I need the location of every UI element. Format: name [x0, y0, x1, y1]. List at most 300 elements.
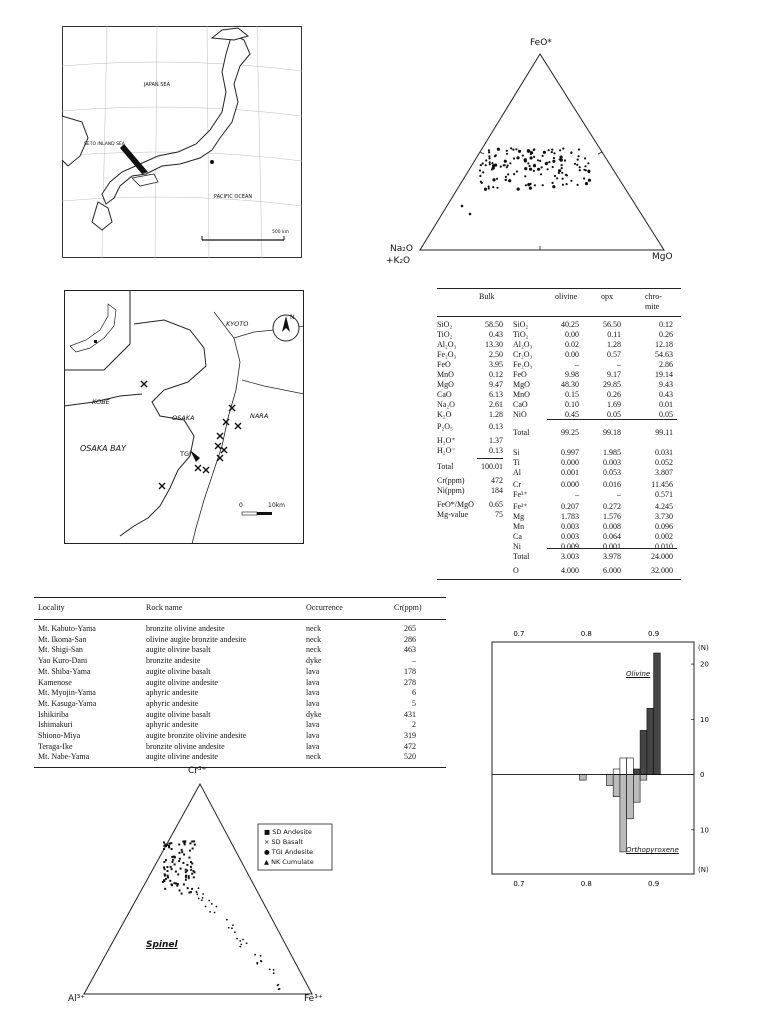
y-tick-label: 10	[700, 715, 709, 724]
spinel-point	[232, 924, 234, 926]
spinel-point	[171, 884, 173, 886]
legend-nk-cumulate-label: NK Cumulate	[271, 858, 314, 866]
label-osaka: OSAKA	[172, 414, 195, 422]
spinel-point	[170, 866, 172, 868]
locality-name: Mt. Nabe-Yama	[38, 752, 90, 762]
cr-ppm: 319	[404, 731, 416, 740]
afm-point	[579, 166, 581, 168]
bulk-value: 0.12	[489, 370, 503, 379]
spinel-ternary-svg	[64, 764, 364, 1008]
afm-point	[481, 182, 483, 184]
olivine-value: 3.003	[561, 552, 579, 561]
mineral-oxide-label: TiO₂	[513, 330, 529, 339]
mineral-oxide-label: Fe²⁺	[513, 502, 528, 511]
afm-point	[491, 162, 493, 164]
rock-name: aphyric andesite	[146, 688, 199, 698]
afm-point	[561, 172, 563, 174]
occurrence: neck	[306, 624, 322, 633]
olivine-bar	[654, 653, 661, 775]
afm-point	[488, 151, 490, 153]
afm-point	[530, 156, 533, 159]
afm-point	[510, 147, 512, 149]
opx-value: 0.11	[607, 330, 621, 339]
olivine-value: –	[575, 490, 579, 499]
opx-value: 0.053	[603, 468, 621, 477]
olivine-value: 9.98	[565, 370, 579, 379]
header-olivine: olivine	[555, 292, 578, 301]
y-tick-label: 20	[700, 660, 709, 669]
mineral-oxide-label: NiO	[513, 410, 527, 419]
afm-point	[484, 188, 487, 191]
bulk-oxide-label: Fe₂O₃	[437, 350, 457, 359]
spinel-point	[239, 946, 241, 948]
chromite-value: 24.000	[651, 552, 673, 561]
afm-point	[492, 178, 495, 181]
header-chromite-2: mite	[645, 302, 660, 311]
spinel-point	[178, 844, 180, 846]
afm-point	[543, 151, 546, 154]
afm-point	[570, 180, 572, 182]
olivine-value: 0.00	[565, 350, 579, 359]
label-japan-sea: JAPAN SEA	[144, 82, 171, 88]
spinel-point	[273, 969, 275, 971]
olivine-bar	[620, 758, 627, 775]
occurrence: neck	[306, 752, 322, 762]
locality-name: Kamenose	[38, 677, 72, 687]
label-nara: NARA	[250, 412, 269, 420]
olivine-value: 4.000	[561, 566, 579, 575]
afm-ternary-svg	[384, 36, 684, 268]
orthopyroxene-bar	[607, 775, 614, 786]
spinel-ternary-figure	[64, 764, 364, 1008]
mineral-oxide-label: MgO	[513, 380, 530, 389]
olivine-value: 0.000	[561, 480, 579, 489]
afm-point	[577, 184, 579, 186]
afm-point	[504, 164, 506, 166]
spinel-point	[254, 954, 256, 956]
olivine-value: 0.207	[561, 502, 579, 511]
label-scale-0: 0	[239, 502, 243, 509]
spinel-point	[163, 861, 165, 863]
afm-point	[488, 149, 490, 151]
afm-point	[524, 159, 527, 162]
spinel-point	[191, 841, 193, 843]
spinel-point	[192, 848, 194, 850]
afm-point	[469, 213, 472, 216]
spinel-point	[172, 859, 174, 861]
afm-point	[534, 165, 536, 167]
spinel-point	[226, 919, 228, 921]
x-tick-label-top: 0.7	[513, 630, 525, 638]
afm-point	[583, 177, 585, 179]
opx-value: 9.17	[607, 370, 621, 379]
afm-point	[542, 184, 544, 186]
spinel-point	[190, 866, 192, 868]
mineral-oxide-label: Al₂O₃	[513, 340, 533, 349]
spinel-point	[277, 985, 279, 987]
afm-point	[541, 166, 543, 168]
afm-point	[479, 175, 481, 177]
rock-name: aphyric andesite	[146, 720, 199, 730]
chromite-value: 3.730	[655, 512, 673, 521]
afm-point	[558, 169, 561, 172]
bulk-value: 2.50	[489, 350, 503, 359]
spinel-point	[179, 858, 181, 860]
afm-point	[534, 184, 536, 186]
afm-point	[516, 170, 518, 172]
orthopyroxene-bar	[620, 775, 627, 852]
spinel-point	[175, 883, 177, 885]
spinel-point	[189, 850, 191, 852]
cr-ppm: 286	[404, 634, 416, 644]
x-tick-label-top: 0.8	[580, 630, 592, 638]
chromite-value: 99.11	[655, 428, 673, 437]
spinel-point	[193, 840, 195, 842]
spinel-point	[186, 870, 188, 872]
spinel-point	[163, 866, 165, 868]
spinel-point	[273, 972, 275, 974]
cr-ppm: 265	[404, 624, 416, 633]
spinel-point	[260, 960, 262, 962]
bulk-oxide-label: H₂O⁻	[437, 446, 456, 455]
opx-value: 0.064	[603, 532, 621, 541]
bulk-value: 100.01	[481, 462, 503, 471]
legend-tgi-andesite: ● TGI Andesite	[264, 848, 314, 856]
spinel-point	[190, 869, 192, 871]
cr-ppm: 472	[404, 741, 416, 751]
afm-point	[495, 154, 497, 156]
afm-point	[537, 168, 540, 171]
opx-value: –	[617, 490, 621, 499]
chromite-value: 54.63	[655, 350, 673, 359]
olivine-value: 0.001	[561, 468, 579, 477]
legend-sd-andesite-label: SD Andesite	[272, 828, 312, 836]
afm-point	[507, 164, 509, 166]
afm-point	[482, 171, 484, 173]
spinel-point	[191, 888, 193, 890]
spinel-point	[193, 876, 195, 878]
spinel-point	[164, 868, 166, 870]
afm-point	[500, 166, 502, 168]
mineral-oxide-label: Mg	[513, 512, 525, 521]
afm-point	[552, 160, 555, 163]
afm-point	[584, 157, 586, 159]
mineral-oxide-label: Ti	[513, 458, 520, 467]
bulk-oxide-label: FeO*/MgO	[437, 500, 474, 509]
spinel-apex-al: Al³⁺	[68, 994, 86, 1004]
afm-point	[576, 164, 578, 166]
bulk-value: 3.95	[489, 360, 503, 369]
spinel-point	[198, 887, 200, 889]
locality-map-figure	[64, 290, 304, 544]
spinel-point	[202, 897, 204, 899]
series-label-olivine: Olivine	[626, 670, 651, 678]
label-osaka-bay: OSAKA BAY	[80, 444, 126, 453]
label-inland-sea: SETO INLAND SEA	[84, 142, 125, 147]
spinel-point	[185, 876, 187, 878]
orthopyroxene-bar	[640, 775, 647, 781]
spinel-point	[193, 870, 195, 872]
afm-point	[566, 183, 568, 185]
y-tick-label: 0	[700, 771, 705, 780]
spinel-point	[176, 885, 178, 887]
mineral-oxide-label: Fe₂O₃	[513, 360, 533, 369]
chromite-value: 0.12	[659, 320, 673, 329]
spinel-point	[211, 903, 213, 905]
spinel-point	[188, 875, 190, 877]
afm-point	[553, 157, 555, 159]
afm-point	[507, 173, 509, 175]
afm-point	[542, 155, 544, 157]
afm-point	[497, 148, 500, 151]
mineral-oxide-label: FeO	[513, 370, 527, 379]
occurrence: dyke	[306, 656, 322, 666]
afm-point	[489, 161, 491, 163]
spinel-point	[208, 900, 210, 902]
spinel-point	[234, 931, 236, 933]
opx-value: 0.26	[607, 390, 621, 399]
afm-point	[489, 163, 491, 165]
afm-point	[551, 151, 553, 153]
opx-value: 0.001	[603, 542, 621, 551]
olivine-value: 0.003	[561, 532, 579, 541]
spinel-point	[178, 860, 180, 862]
locality-name: Mt. Shigi-San	[38, 645, 83, 655]
spinel-point	[246, 942, 248, 944]
afm-point	[547, 168, 549, 170]
mineral-oxide-label: Cr	[513, 480, 521, 489]
x-tick-label-bottom: 0.7	[513, 880, 525, 888]
opx-value: 1.69	[607, 400, 621, 409]
spinel-point	[163, 879, 165, 881]
afm-ternary-figure	[384, 36, 684, 268]
y-tick-label: 10	[700, 826, 709, 835]
histogram-svg	[486, 624, 726, 888]
opx-value: 0.003	[603, 458, 621, 467]
bulk-oxide-label: CaO	[437, 390, 452, 399]
bulk-oxide-label: MnO	[437, 370, 454, 379]
legend-sd-basalt-label: SD Basalt	[271, 838, 303, 846]
spinel-point	[181, 893, 183, 895]
spinel-point	[214, 912, 216, 914]
orthopyroxene-bar	[613, 775, 620, 797]
bulk-oxide-label: SiO₂	[437, 320, 453, 329]
bulk-oxide-label: K₂O	[437, 410, 452, 419]
cr-ppm: 278	[404, 677, 416, 687]
bulk-oxide-label: Total	[437, 462, 454, 471]
olivine-bar	[627, 758, 634, 775]
afm-point	[496, 187, 498, 189]
series-label-orthopyroxene: Orthopyroxene	[626, 846, 679, 854]
locality-name: Mt. Kabuto-Yama	[38, 624, 96, 633]
afm-point	[587, 162, 589, 164]
spinel-point	[168, 846, 170, 848]
afm-point	[579, 169, 581, 171]
rock-name: augite bronzite olivine andesite	[146, 731, 247, 740]
afm-point	[517, 188, 520, 191]
occurrence: neck	[306, 634, 322, 644]
opx-value: 29.85	[603, 380, 621, 389]
rock-name: augite olivine basalt	[146, 709, 211, 719]
japan-map-figure	[62, 26, 302, 258]
cr-ppm: –	[412, 656, 416, 666]
bulk-value: 0.65	[489, 500, 503, 509]
locality-name: Mt. Myojin-Yama	[38, 688, 96, 698]
olivine-value: 1.783	[561, 512, 579, 521]
bulk-oxide-label: Mg-value	[437, 510, 469, 519]
spinel-point	[228, 927, 230, 929]
afm-point	[513, 173, 515, 175]
spinel-point	[187, 887, 189, 889]
afm-point	[485, 159, 487, 161]
opx-value: 3.978	[603, 552, 621, 561]
label-pacific-ocean: PACIFIC OCEAN	[214, 194, 253, 200]
locality-name: Mt. Kasuga-Yama	[38, 698, 97, 708]
label-scale-500km: 500 km	[272, 230, 290, 235]
bulk-oxide-label: Al₂O₃	[437, 340, 457, 349]
chromite-value: 0.002	[655, 532, 673, 541]
spinel-point	[260, 955, 262, 957]
rock-name: bronzite olivine andesite	[146, 741, 225, 751]
opx-value: 1.576	[603, 512, 621, 521]
spinel-apex-cr: Cr³⁺	[188, 766, 207, 776]
locality-name: Ishimakuri	[38, 720, 73, 730]
spinel-point	[240, 944, 242, 946]
olivine-value: 0.00	[565, 330, 579, 339]
locality-table	[34, 597, 448, 769]
bulk-value: 0.13	[489, 422, 503, 431]
chromite-value: 0.096	[655, 522, 673, 531]
afm-apex-mgo: MgO	[652, 252, 673, 262]
occurrence: lava	[306, 741, 320, 751]
spinel-point	[183, 854, 185, 856]
occurrence: lava	[306, 666, 320, 676]
afm-point	[527, 162, 529, 164]
afm-point	[512, 149, 514, 151]
legend-nk-cumulate: ▲ NK Cumulate	[264, 858, 314, 866]
olivine-value: 0.02	[565, 340, 579, 349]
afm-point	[537, 159, 539, 161]
histogram-figure	[486, 624, 726, 888]
orthopyroxene-bar	[580, 775, 587, 781]
orthopyroxene-bar	[633, 775, 640, 803]
afm-point	[485, 164, 487, 166]
opx-value: 6.000	[603, 566, 621, 575]
chromite-value: 0.05	[659, 410, 673, 419]
afm-point	[518, 150, 521, 153]
olivine-value: 99.25	[561, 428, 579, 437]
locality-name: Mt. Ikoma-San	[38, 634, 87, 644]
afm-point	[564, 159, 566, 161]
olivine-bar	[647, 708, 654, 774]
cr-ppm: 520	[404, 752, 416, 762]
opx-value: 0.57	[607, 350, 621, 359]
afm-point	[556, 177, 558, 179]
rock-name: bronzite andesite	[146, 656, 201, 666]
afm-point	[562, 178, 564, 180]
x-tick-label-top: 0.9	[648, 630, 660, 638]
opx-value: 0.05	[607, 410, 621, 419]
spinel-point	[216, 906, 218, 908]
spinel-point	[239, 940, 241, 942]
opx-value: –	[617, 360, 621, 369]
x-tick-label-bottom: 0.8	[580, 880, 592, 888]
afm-point	[559, 158, 561, 160]
afm-point	[561, 167, 563, 169]
spinel-point	[174, 863, 176, 865]
afm-point	[505, 179, 507, 181]
spinel-point	[181, 849, 183, 851]
spinel-point	[164, 888, 166, 890]
mineral-oxide-label: Si	[513, 448, 520, 457]
mineral-oxide-label: Fe³⁺	[513, 490, 528, 499]
afm-point-cloud	[461, 147, 591, 215]
opx-value: 0.016	[603, 480, 621, 489]
bulk-oxide-label: MgO	[437, 380, 454, 389]
chromite-value: 0.43	[659, 390, 673, 399]
afm-point	[540, 173, 542, 175]
spinel-field-label: Spinel	[146, 940, 178, 950]
col-rock-name: Rock name	[146, 603, 183, 612]
afm-point	[516, 156, 519, 159]
spinel-point	[162, 881, 164, 883]
spinel-point	[196, 891, 198, 893]
spinel-point	[171, 868, 173, 870]
bulk-oxide-label: Ni(ppm)	[437, 486, 465, 495]
mineral-oxide-label: Ni	[513, 542, 521, 551]
opx-value: 1.28	[607, 340, 621, 349]
afm-point	[525, 184, 527, 186]
locality-name: Teraga-Ike	[38, 741, 73, 751]
olivine-value: 0.000	[561, 458, 579, 467]
bulk-value: 2.61	[489, 400, 503, 409]
occurrence: lava	[306, 731, 320, 740]
occurrence: dyke	[306, 709, 322, 719]
afm-point	[585, 182, 588, 185]
spinel-point	[181, 851, 183, 853]
bulk-value: 184	[491, 486, 503, 495]
rock-name: augite olivine andesite	[146, 677, 218, 687]
bulk-oxide-label: P₂O₅	[437, 422, 453, 431]
olivine-value: 0.10	[565, 400, 579, 409]
chromite-value: 0.052	[655, 458, 673, 467]
olivine-bar	[613, 769, 620, 775]
olivine-value: 0.009	[561, 542, 579, 551]
spinel-point	[165, 859, 167, 861]
afm-point	[509, 162, 511, 164]
afm-point	[529, 168, 532, 171]
spinel-point	[186, 864, 188, 866]
spinel-point	[179, 889, 181, 891]
spinel-point	[269, 969, 271, 971]
bulk-oxide-label: Cr(ppm)	[437, 476, 465, 485]
legend-sd-andesite: ■ SD Andesite	[264, 828, 312, 836]
spinel-point	[169, 843, 171, 845]
spinel-point	[188, 877, 190, 879]
label-tgi: TGI	[180, 450, 191, 458]
afm-point	[529, 187, 532, 190]
spinel-point	[194, 844, 196, 846]
spinel-point	[173, 856, 175, 858]
x-tick-label-bottom: 0.9	[648, 880, 660, 888]
spinel-apex-fe: Fe³⁺	[304, 994, 323, 1004]
chromite-value: 0.031	[655, 448, 673, 457]
olivine-value: 40.25	[561, 320, 579, 329]
afm-point	[562, 148, 564, 150]
spinel-point	[209, 911, 211, 913]
afm-point	[577, 159, 579, 161]
cr-ppm: 2	[412, 720, 416, 730]
